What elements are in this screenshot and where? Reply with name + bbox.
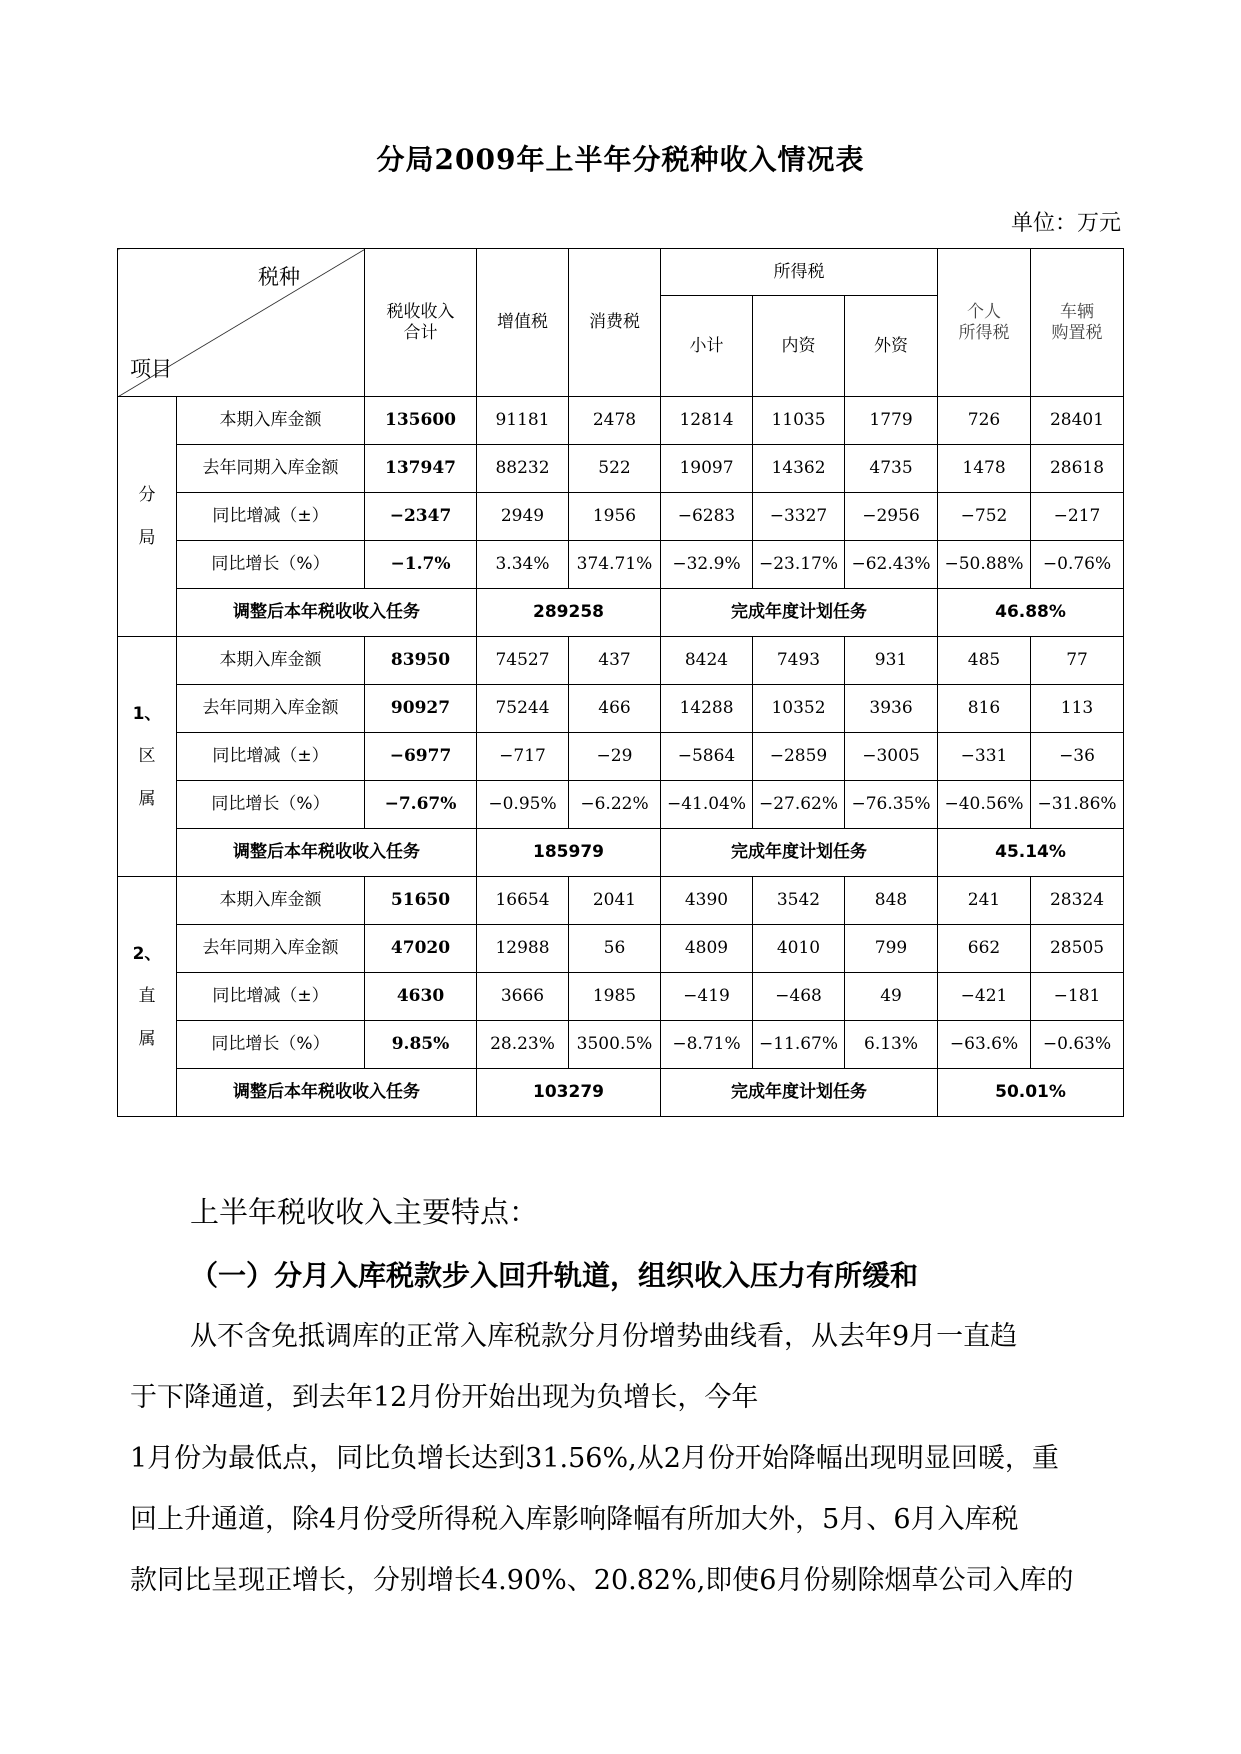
paragraph-line: 款同比呈现正增长，分别增长4.90%、20.82%,即使6月份剔除烟草公司入库的: [130, 1565, 1074, 1596]
value-cell: 726: [938, 397, 1031, 445]
value-cell: −181: [1031, 973, 1124, 1021]
value-cell: 28324: [1031, 877, 1124, 925]
table-row: [118, 925, 1124, 973]
document-title: 分局2009年上半年分税种收入情况表: [376, 143, 865, 176]
value-cell: −717: [477, 733, 569, 781]
tax-revenue-table: [117, 248, 1124, 1117]
value-cell: 4390: [661, 877, 753, 925]
header-tax-type-label: 税种: [258, 265, 300, 289]
total-cell: −7.67%: [365, 781, 477, 829]
value-cell: −0.95%: [477, 781, 569, 829]
table-row: [118, 493, 1124, 541]
header-total: 税收收入 合计: [365, 249, 477, 397]
group-label-char: 2、: [132, 943, 162, 964]
header-income-foreign: 外资: [845, 296, 938, 397]
value-cell: 14288: [661, 685, 753, 733]
value-cell: 3.34%: [477, 541, 569, 589]
value-cell: −0.63%: [1031, 1021, 1124, 1069]
complete-label: 完成年度计划任务: [661, 589, 938, 637]
table-row: [118, 877, 1124, 925]
value-cell: 12988: [477, 925, 569, 973]
total-cell: 9.85%: [365, 1021, 477, 1069]
group-label-char: 1、: [132, 703, 162, 724]
value-cell: −62.43%: [845, 541, 938, 589]
header-income-subtotal: 小计: [661, 296, 753, 397]
value-cell: 6.13%: [845, 1021, 938, 1069]
value-cell: 241: [938, 877, 1031, 925]
total-cell: 47020: [365, 925, 477, 973]
group-label-char: 分: [138, 485, 156, 506]
value-cell: 12814: [661, 397, 753, 445]
header-diagonal-cell: [118, 249, 365, 397]
header-income-domestic: 内资: [753, 296, 845, 397]
row-label: 同比增长（%）: [177, 1021, 365, 1069]
value-cell: 2949: [477, 493, 569, 541]
value-cell: 4809: [661, 925, 753, 973]
complete-value: 46.88%: [938, 589, 1124, 637]
total-cell: 83950: [365, 637, 477, 685]
value-cell: −27.62%: [753, 781, 845, 829]
total-cell: 137947: [365, 445, 477, 493]
value-cell: 28618: [1031, 445, 1124, 493]
total-cell: 90927: [365, 685, 477, 733]
header-personal-income-tax: 个人 所得税: [938, 249, 1031, 397]
value-cell: −36: [1031, 733, 1124, 781]
complete-value: 50.01%: [938, 1069, 1124, 1117]
value-cell: 931: [845, 637, 938, 685]
value-cell: 113: [1031, 685, 1124, 733]
value-cell: 522: [569, 445, 661, 493]
row-label: 本期入库金额: [177, 637, 365, 685]
row-label: 同比增减（±）: [177, 973, 365, 1021]
value-cell: −5864: [661, 733, 753, 781]
value-cell: 19097: [661, 445, 753, 493]
paragraph-line: 1月份为最低点，同比负增长达到31.56%,从2月份开始降幅出现明显回暖，重: [130, 1443, 1059, 1474]
value-cell: 374.71%: [569, 541, 661, 589]
table-row: [118, 781, 1124, 829]
paragraph-line: 回上升通道，除4月份受所得税入库影响降幅有所加大外，5月、6月入库税: [130, 1504, 1019, 1535]
value-cell: 77: [1031, 637, 1124, 685]
group-label: [118, 397, 177, 637]
value-cell: 8424: [661, 637, 753, 685]
header-income-tax: 所得税: [661, 249, 938, 296]
value-cell: −29: [569, 733, 661, 781]
value-cell: 799: [845, 925, 938, 973]
value-cell: 2041: [569, 877, 661, 925]
value-cell: −6.22%: [569, 781, 661, 829]
value-cell: 2478: [569, 397, 661, 445]
value-cell: 437: [569, 637, 661, 685]
complete-value: 45.14%: [938, 829, 1124, 877]
value-cell: −41.04%: [661, 781, 753, 829]
value-cell: 91181: [477, 397, 569, 445]
total-cell: −2347: [365, 493, 477, 541]
value-cell: −76.35%: [845, 781, 938, 829]
task-label: 调整后本年税收收入任务: [177, 589, 477, 637]
value-cell: 74527: [477, 637, 569, 685]
row-label: 本期入库金额: [177, 397, 365, 445]
paragraph-line: 于下降通道，到去年12月份开始出现为负增长，今年: [130, 1382, 759, 1413]
value-cell: −6283: [661, 493, 753, 541]
value-cell: 485: [938, 637, 1031, 685]
value-cell: −2956: [845, 493, 938, 541]
total-cell: −6977: [365, 733, 477, 781]
value-cell: 88232: [477, 445, 569, 493]
value-cell: 662: [938, 925, 1031, 973]
row-label: 同比增减（±）: [177, 493, 365, 541]
row-label: 去年同期入库金额: [177, 445, 365, 493]
value-cell: −63.6%: [938, 1021, 1031, 1069]
complete-label: 完成年度计划任务: [661, 829, 938, 877]
value-cell: −50.88%: [938, 541, 1031, 589]
table-row: [118, 733, 1124, 781]
group-label-char: 区: [138, 746, 156, 767]
value-cell: −40.56%: [938, 781, 1031, 829]
summary-row: [118, 1069, 1124, 1117]
total-cell: 51650: [365, 877, 477, 925]
total-cell: 4630: [365, 973, 477, 1021]
value-cell: 1985: [569, 973, 661, 1021]
value-cell: −331: [938, 733, 1031, 781]
value-cell: 16654: [477, 877, 569, 925]
value-cell: 816: [938, 685, 1031, 733]
summary-heading: 上半年税收收入主要特点：: [190, 1195, 539, 1229]
row-label: 同比增长（%）: [177, 541, 365, 589]
task-label: 调整后本年税收收入任务: [177, 829, 477, 877]
group-label-char: 属: [138, 788, 156, 809]
row-label: 同比增减（±）: [177, 733, 365, 781]
task-label: 调整后本年税收收入任务: [177, 1069, 477, 1117]
value-cell: −419: [661, 973, 753, 1021]
value-cell: −752: [938, 493, 1031, 541]
value-cell: −11.67%: [753, 1021, 845, 1069]
value-cell: 49: [845, 973, 938, 1021]
row-label: 同比增长（%）: [177, 781, 365, 829]
table-row: [118, 637, 1124, 685]
value-cell: 3500.5%: [569, 1021, 661, 1069]
header-vehicle-purchase-tax: 车辆 购置税: [1031, 249, 1124, 397]
value-cell: −217: [1031, 493, 1124, 541]
value-cell: 1478: [938, 445, 1031, 493]
value-cell: −0.76%: [1031, 541, 1124, 589]
total-cell: −1.7%: [365, 541, 477, 589]
value-cell: 28.23%: [477, 1021, 569, 1069]
value-cell: 1956: [569, 493, 661, 541]
summary-row: [118, 589, 1124, 637]
value-cell: 28505: [1031, 925, 1124, 973]
value-cell: 14362: [753, 445, 845, 493]
value-cell: −468: [753, 973, 845, 1021]
total-cell: 135600: [365, 397, 477, 445]
value-cell: 11035: [753, 397, 845, 445]
section-heading: （一）分月入库税款步入回升轨道，组织收入压力有所缓和: [190, 1259, 919, 1292]
value-cell: 3542: [753, 877, 845, 925]
group-label: [118, 637, 177, 877]
header-vat: 增值税: [477, 249, 569, 397]
value-cell: −3327: [753, 493, 845, 541]
value-cell: −3005: [845, 733, 938, 781]
unit-label: 单位：万元: [1010, 211, 1121, 236]
value-cell: 10352: [753, 685, 845, 733]
table-row: [118, 973, 1124, 1021]
row-label: 去年同期入库金额: [177, 685, 365, 733]
table-row: [118, 541, 1124, 589]
value-cell: −421: [938, 973, 1031, 1021]
value-cell: 4010: [753, 925, 845, 973]
task-value: 185979: [477, 829, 661, 877]
table-row: [118, 685, 1124, 733]
complete-label: 完成年度计划任务: [661, 1069, 938, 1117]
value-cell: 56: [569, 925, 661, 973]
value-cell: 3936: [845, 685, 938, 733]
group-label-char: 直: [138, 986, 156, 1007]
value-cell: 848: [845, 877, 938, 925]
summary-row: [118, 829, 1124, 877]
group-label-char: 局: [138, 527, 156, 548]
value-cell: 4735: [845, 445, 938, 493]
task-value: 289258: [477, 589, 661, 637]
value-cell: −32.9%: [661, 541, 753, 589]
paragraph-line: 从不含免抵调库的正常入库税款分月份增势曲线看，从去年9月一直趋: [190, 1321, 1018, 1352]
value-cell: 7493: [753, 637, 845, 685]
value-cell: 1779: [845, 397, 938, 445]
value-cell: 3666: [477, 973, 569, 1021]
value-cell: −31.86%: [1031, 781, 1124, 829]
task-value: 103279: [477, 1069, 661, 1117]
value-cell: 28401: [1031, 397, 1124, 445]
value-cell: 75244: [477, 685, 569, 733]
value-cell: −23.17%: [753, 541, 845, 589]
value-cell: −8.71%: [661, 1021, 753, 1069]
row-label: 本期入库金额: [177, 877, 365, 925]
row-label: 去年同期入库金额: [177, 925, 365, 973]
value-cell: 466: [569, 685, 661, 733]
header-item-label: 项目: [130, 356, 172, 381]
table-row: [118, 1021, 1124, 1069]
header-consumption-tax: 消费税: [569, 249, 661, 397]
table-row: [118, 397, 1124, 445]
table-row: [118, 445, 1124, 493]
value-cell: −2859: [753, 733, 845, 781]
group-label: [118, 877, 177, 1117]
group-label-char: 属: [138, 1028, 156, 1049]
